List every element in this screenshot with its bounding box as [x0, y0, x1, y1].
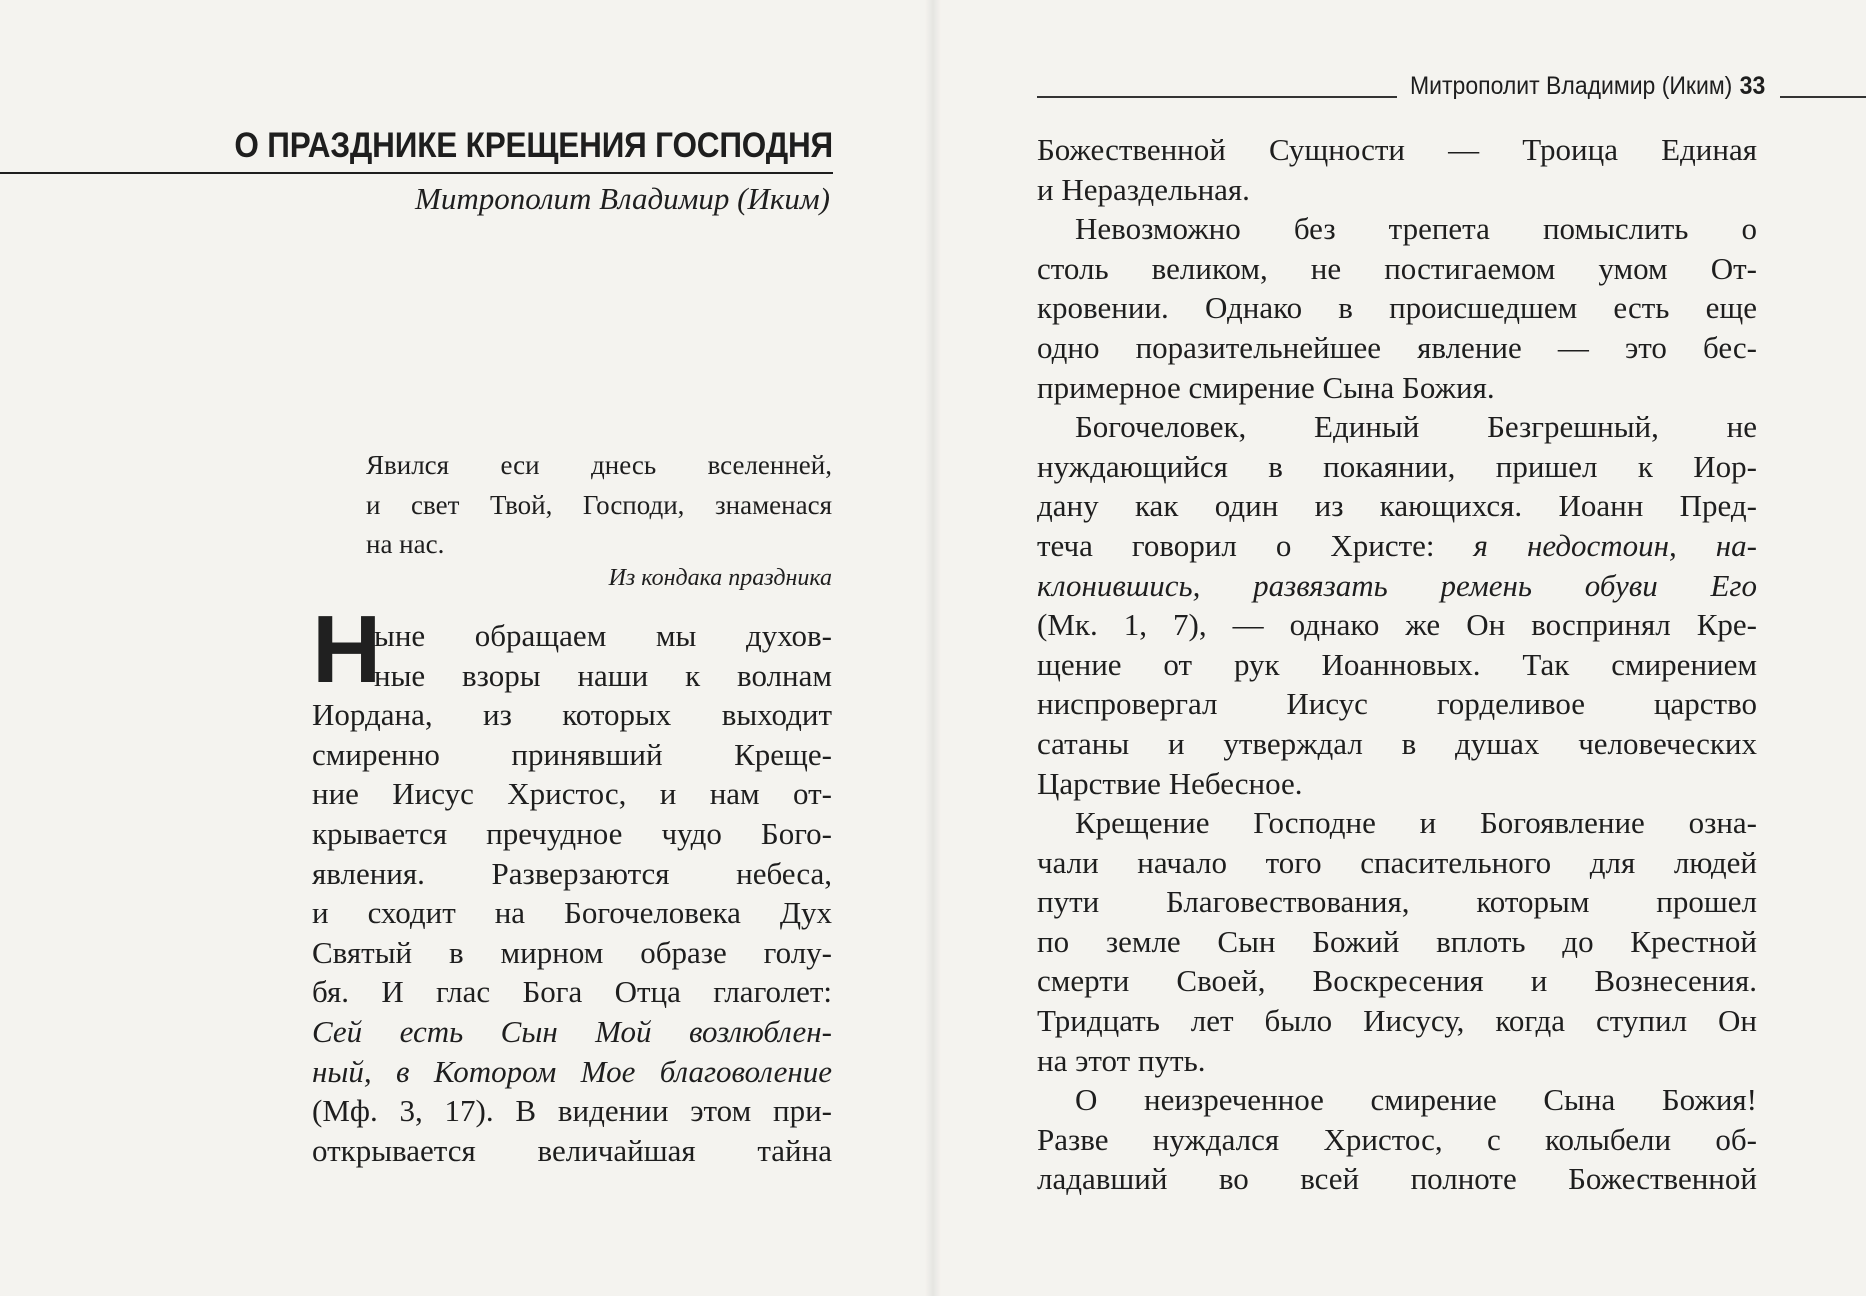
text-line: (Мф. 3, 17). В видении этом при- — [312, 1093, 832, 1129]
text-line: ниспровергал Иисус горделивое царство — [1037, 686, 1757, 722]
text-line: ладавший во всей полноте Божественной — [1037, 1161, 1757, 1197]
left-body-text — [312, 616, 832, 1170]
page-number: 33 — [1739, 72, 1766, 100]
title-rule — [0, 172, 833, 174]
header-rule — [1037, 96, 1397, 98]
text-line: Божественной Сущности — Троица Единая — [1037, 132, 1757, 167]
text-line: нуждающийся в покаянии, пришел к Иор- — [1037, 448, 1757, 484]
epigraph-line: Явился еси днесь вселенней, — [366, 450, 832, 480]
text-line: Иордана, из которых выходит — [312, 697, 832, 733]
text-line: щение от рук Иоанновых. Так смирением — [1037, 646, 1757, 682]
text-line: явления. Разверзаются небеса, — [312, 855, 832, 891]
text-line: смиренно принявший Креще- — [312, 736, 832, 772]
text-line: Крещение Господне и Богоявление озна- — [1075, 805, 1757, 841]
epigraph — [366, 447, 832, 566]
chapter-title: О ПРАЗДНИКЕ КРЕЩЕНИЯ ГОСПОДНЯ — [234, 126, 833, 165]
text-line: сатаны и утверждал в душах человеческих — [1037, 725, 1757, 761]
header-rule — [1780, 96, 1866, 98]
text-line: по земле Сын Божий вплоть до Крестной — [1037, 923, 1757, 959]
text-line: Разве нуждался Христос, с колыбели об- — [1037, 1121, 1757, 1157]
text-line: дану как один из кающихся. Иоанн Пред- — [1037, 488, 1757, 524]
text-line: ные взоры наши к волнам — [374, 657, 832, 693]
text-line: Сей есть Сын Мой возлюблен- — [312, 1013, 832, 1049]
text-line: ние Иисус Христос, и нам от- — [312, 776, 832, 812]
drop-cap: Н — [312, 596, 382, 703]
text-line: О неизреченное смирение Сына Божия! — [1075, 1082, 1757, 1118]
text-line: пути Благовествования, которым прошел — [1037, 884, 1757, 920]
text-line: кровении. Однако в происшедшем есть еще — [1037, 290, 1757, 326]
right-body-text — [1037, 130, 1757, 1199]
text-line: ный, в Котором Мое благоволение — [312, 1053, 832, 1089]
running-header — [1410, 72, 1765, 101]
text-line — [1037, 526, 1757, 566]
epigraph-line: на нас. — [366, 529, 445, 560]
text-line: Тридцать лет было Иисусу, когда ступил Он — [1037, 1003, 1757, 1039]
quote-fragment: я недостоин, на- — [1473, 527, 1757, 563]
text-line: бя. И глас Бога Отца глаголет: — [312, 974, 832, 1010]
text-line: ыне обращаем мы духов- — [374, 618, 832, 653]
text-line: и Нераздельная. — [1037, 171, 1250, 207]
text-line: столь великом, не постигаемом умом От- — [1037, 250, 1757, 286]
text-line: и сходит на Богочеловека Дух — [312, 895, 832, 931]
text-line: крывается пречудное чудо Бого- — [312, 815, 832, 851]
text-line: Невозможно без трепета помыслить о — [1075, 211, 1757, 247]
text-line: открывается величайшая тайна — [312, 1132, 832, 1168]
text-line: чали начало того спасительного для людей — [1037, 844, 1757, 880]
text-line: на этот путь. — [1037, 1042, 1206, 1078]
text-line: клонившись, развязать ремень обуви Его — [1037, 567, 1757, 603]
author-line: Митрополит Владимир (Иким) — [415, 181, 830, 216]
text-line: смерти Своей, Воскресения и Вознесения. — [1037, 963, 1757, 999]
text-line: (Мк. 1, 7), — однако же Он воспринял Кре- — [1037, 607, 1757, 643]
text-fragment: теча говорил о Христе: — [1037, 527, 1474, 563]
text-line: Богочеловек, Единый Безгрешный, не — [1075, 409, 1757, 445]
text-line: одно поразительнейшее явление — это бес- — [1037, 329, 1757, 365]
text-line: Святый в мирном образе голу- — [312, 934, 832, 970]
text-line: Царствие Небесное. — [1037, 765, 1303, 801]
epigraph-source: Из кондака праздника — [608, 565, 832, 591]
text-line: примерное смирение Сына Божия. — [1037, 369, 1495, 405]
epigraph-line: и свет Твой, Господи, знаменася — [366, 489, 832, 520]
running-header-text: Митрополит Владимир (Иким) — [1410, 72, 1733, 100]
